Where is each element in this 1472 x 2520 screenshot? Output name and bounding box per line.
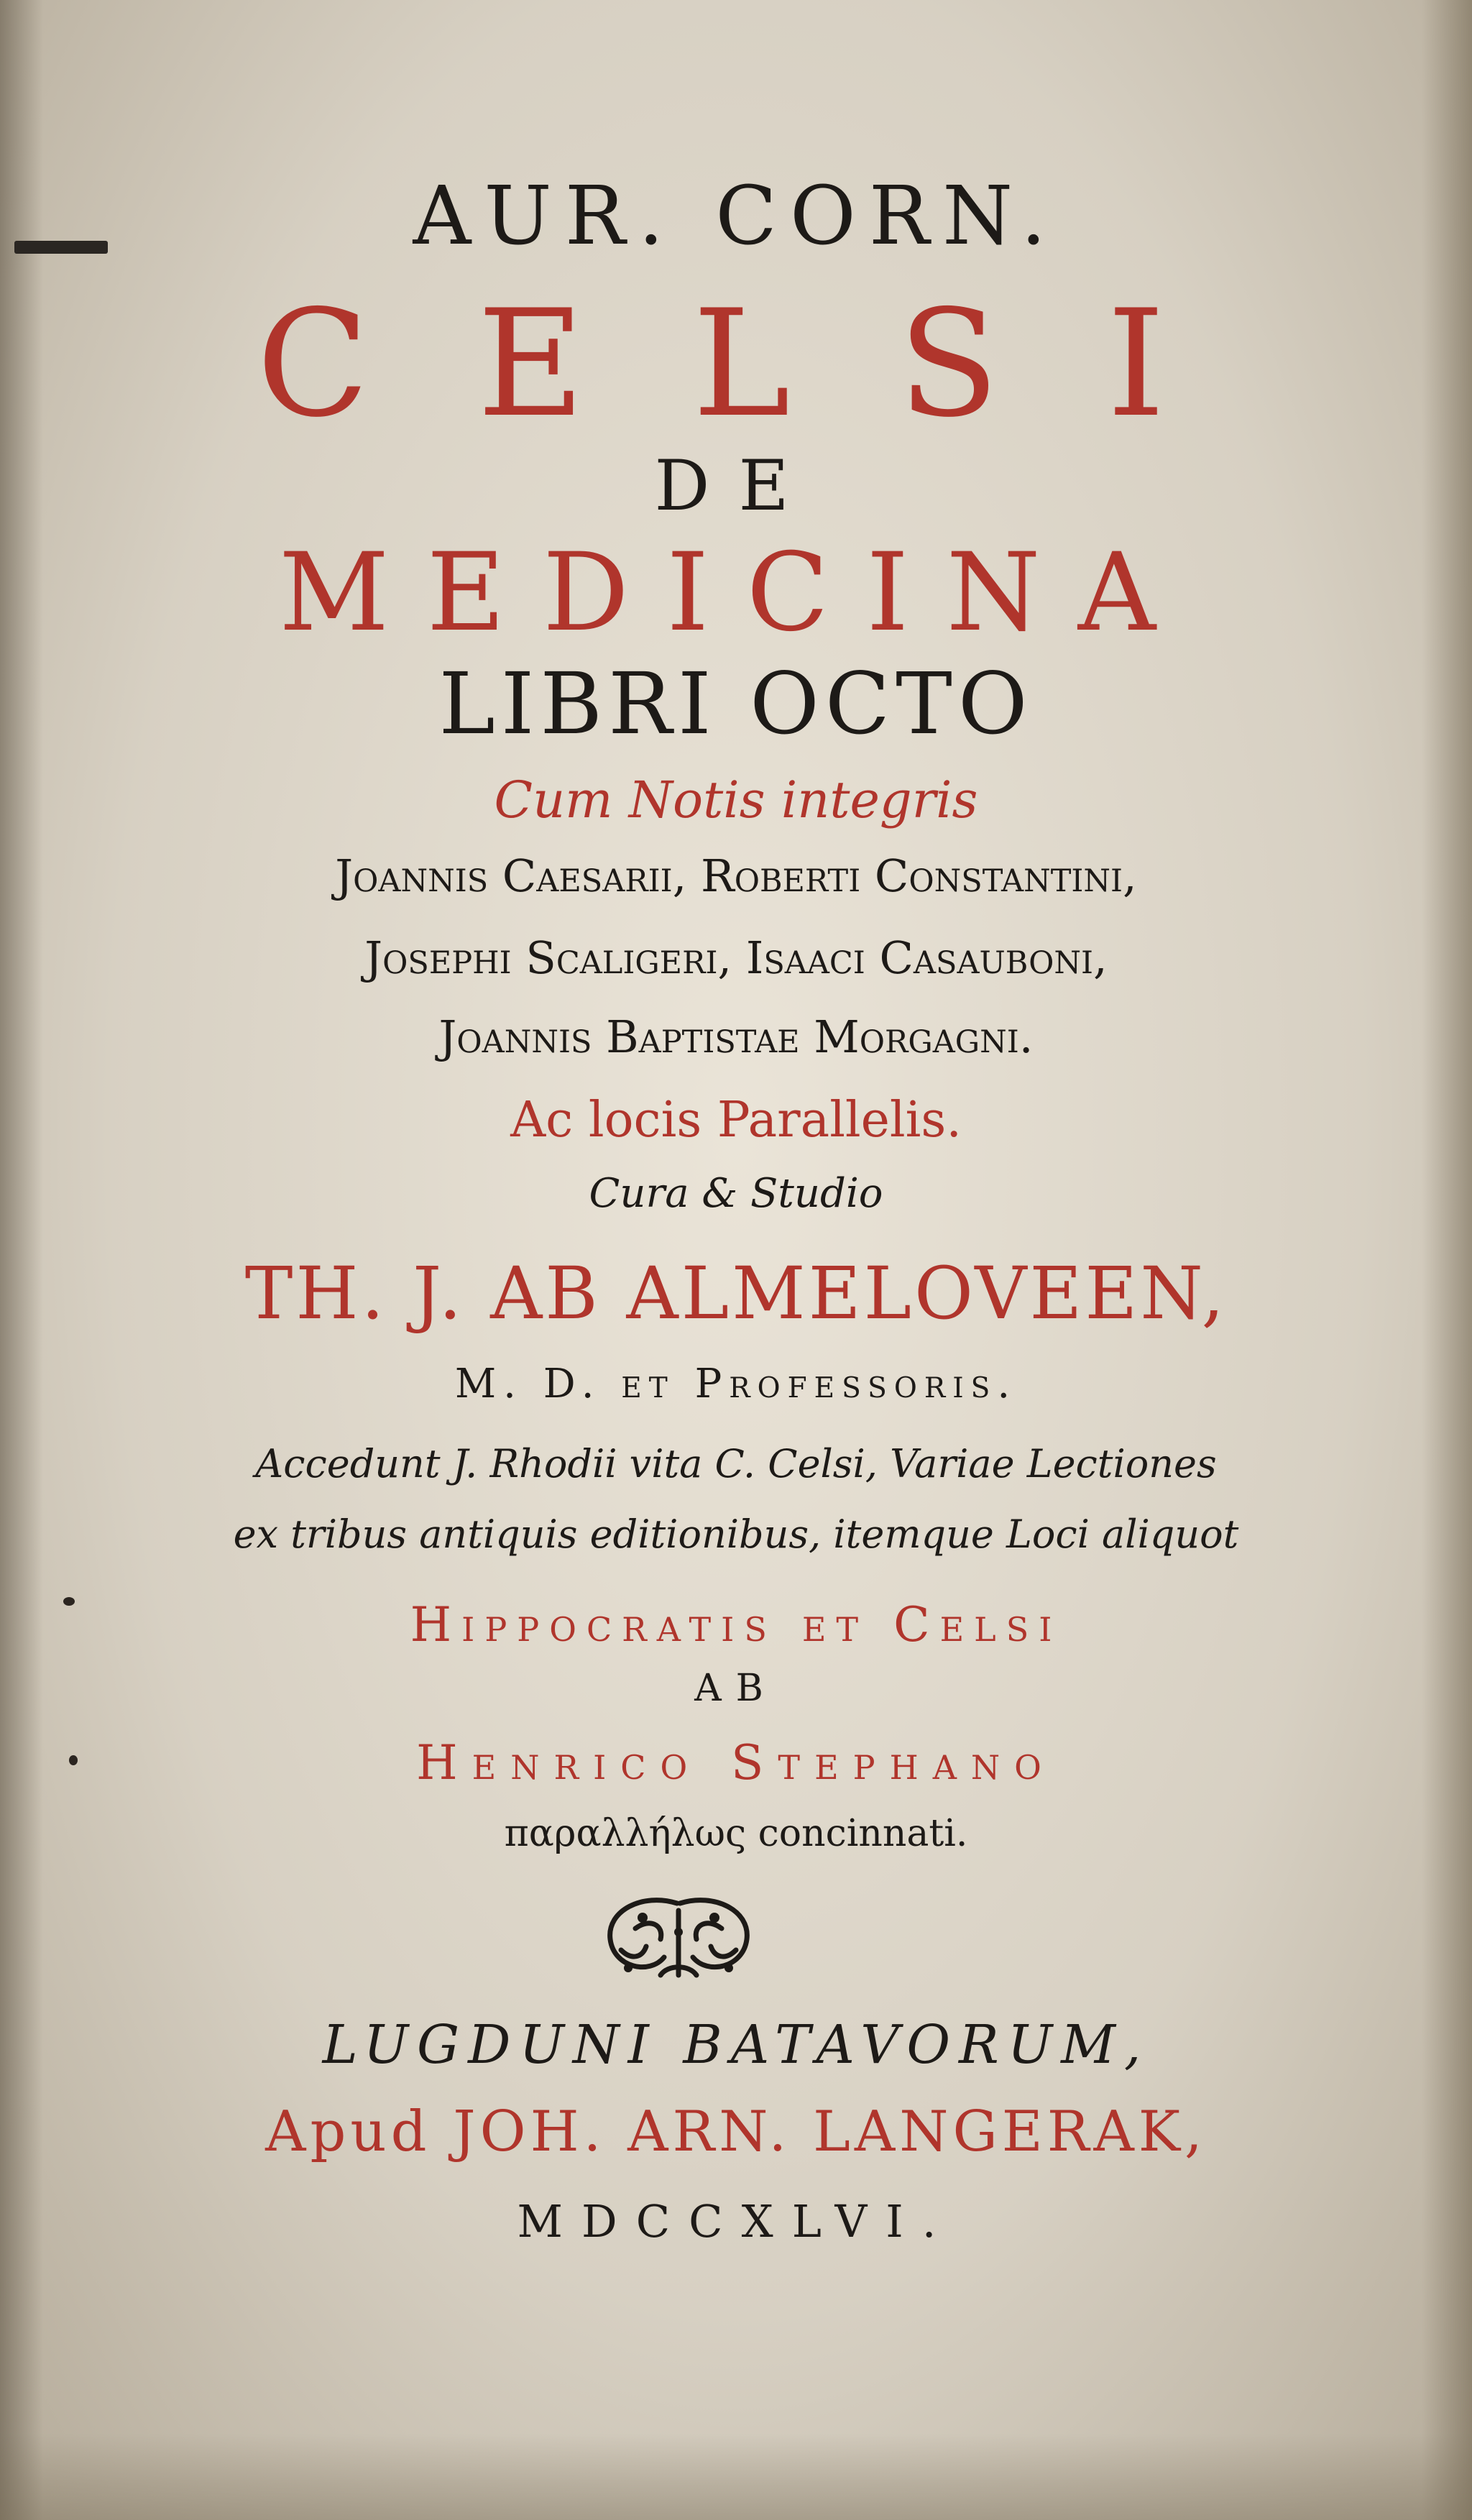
- preposition: DE: [654, 446, 818, 526]
- additions-line: Accedunt J. Rhodii vita C. Celsi, Variae Lectiones: [255, 1441, 1217, 1486]
- floral-ornament-icon: [592, 1889, 765, 1990]
- author-prefix: AUR. CORN.: [413, 170, 1059, 263]
- commentators-line: Joannis Caesarii, Roberti Constantini,: [335, 850, 1137, 902]
- notes-intro: Cum Notis integris: [494, 771, 978, 829]
- editor-name: TH. J. AB ALMELOVEEN,: [244, 1251, 1228, 1335]
- hippocrates-line: Hippocratis et Celsi: [410, 1597, 1062, 1652]
- publisher: Apud JOH. ARN. LANGERAK,: [265, 2100, 1207, 2164]
- stephanus-line: Henrico Stephano: [416, 1735, 1056, 1790]
- commentators-line: Joannis Baptistae Morgagni.: [438, 1011, 1034, 1063]
- ab-line: AB: [694, 1667, 778, 1710]
- publication-year: MDCCXLVI.: [517, 2195, 955, 2248]
- subject-title: MEDICINA: [278, 530, 1194, 656]
- additions-line: ex tribus antiquis editionibus, itemque Loci aliquot: [233, 1512, 1239, 1557]
- author-name: CELSI: [256, 279, 1274, 450]
- parallel-passages: Ac locis Parallelis.: [510, 1092, 962, 1149]
- place-of-publication: LUGDUNI BATAVORUM,: [322, 2014, 1150, 2076]
- greek-line: παραλλήλως concinnati.: [504, 1812, 968, 1855]
- editor-title: M. D. et Professoris.: [454, 1361, 1018, 1407]
- care-and-study: Cura & Studio: [589, 1170, 883, 1217]
- commentators-line: Josephi Scaligeri, Isaaci Casauboni,: [364, 932, 1108, 984]
- books-count: LIBRI OCTO: [438, 654, 1034, 753]
- page-edge-shadow-bottom: [0, 2434, 1472, 2520]
